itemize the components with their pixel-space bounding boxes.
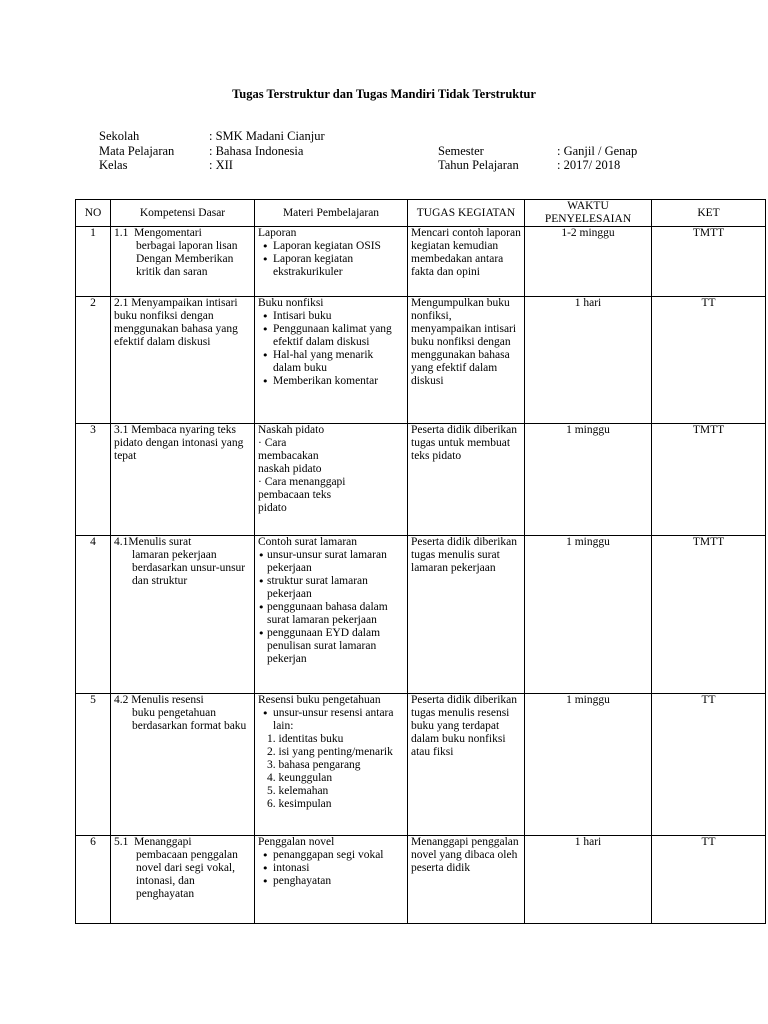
meta-kelas-label: Kelas [99, 158, 128, 172]
cell-no: 4 [76, 536, 111, 694]
materi-list [258, 849, 404, 888]
materi-list [258, 310, 404, 388]
kd-number: 4.2 [114, 694, 132, 706]
table-row [76, 836, 766, 924]
cell-materi [255, 297, 408, 424]
cell-tugas: Menanggapi penggalan novel yang dibaca oleh peserta didik [408, 836, 525, 924]
meta-labels-right [438, 144, 519, 173]
page-title: Tugas Terstruktur dan Tugas Mandiri Tidak Terstruktur [232, 87, 536, 101]
kd-number: 4.1 [114, 536, 129, 548]
kd-number: 1.1 [114, 227, 135, 239]
kd-first-line: Menulis resensi [131, 694, 204, 706]
cell-no: 1 [76, 227, 111, 297]
list-item: 3. bahasa pengarang [267, 759, 361, 771]
cell-kompetensi: 2.1 Menyampaikan intisari buku nonfiksi dengan menggunakan bahasa yang efektif dalam diskusi [111, 297, 255, 424]
cell-no: 3 [76, 424, 111, 536]
cell-ket: TMTT [652, 227, 766, 297]
kd-first-line: Menanggapi [134, 836, 192, 848]
cell-waktu: 1 minggu [525, 424, 652, 536]
list-item: 6. kesimpulan [267, 798, 332, 810]
materi-numbered-list [258, 733, 404, 811]
list-item: • Intisari buku [258, 310, 404, 323]
cell-waktu: 1 hari [525, 297, 652, 424]
cell-no: 6 [76, 836, 111, 924]
materi-list [258, 707, 404, 733]
table-row [76, 536, 766, 694]
list-item: 1. identitas buku [267, 733, 344, 745]
cell-ket: TMTT [652, 424, 766, 536]
materi-line: · Cara menanggapi pembacaan teks pidato [258, 476, 346, 514]
meta-tahun-label: Tahun Pelajaran [438, 158, 519, 172]
kd-first-line: Mengomentari [134, 227, 202, 239]
cell-tugas: Peserta didik diberikan tugas menulis surat lamaran pekerjaan [408, 536, 525, 694]
list-item: • struktur surat lamaran pekerjaan [258, 575, 404, 601]
materi-title: Penggalan novel [258, 836, 335, 848]
materi-line: · Cara membacakan naskah pidato [258, 437, 322, 475]
meta-mapel-label: Mata Pelajaran [99, 143, 175, 158]
materi-title: Resensi buku pengetahuan [258, 694, 381, 706]
cell-materi [255, 424, 408, 536]
cell-waktu: 1-2 minggu [525, 227, 652, 297]
cell-waktu: 1 minggu [525, 694, 652, 836]
header-no: NO [76, 200, 111, 227]
cell-kompetensi [111, 536, 255, 694]
list-item: • penanggapan segi vokal [258, 849, 404, 862]
cell-tugas: Mengumpulkan buku nonfiksi, menyampaikan intisari buku nonfiksi dengan menggunakan bahasa yang efektif dalam diskusi [408, 297, 525, 424]
list-item: • penggunaan bahasa dalam surat lamaran pekerjaan [258, 601, 404, 627]
header-kompetensi-dasar: Kompetensi Dasar [111, 200, 255, 227]
cell-tugas: Peserta didik diberikan tugas menulis resensi buku yang terdapat dalam buku nonfiksi atau fiksi [408, 694, 525, 836]
cell-tugas: Peserta didik diberikan tugas untuk membuat teks pidato [408, 424, 525, 536]
meta-values-left [209, 129, 325, 173]
cell-kompetensi [111, 227, 255, 297]
header-ket: KET [652, 200, 766, 227]
list-item: • Memberikan komentar [258, 375, 404, 388]
list-item: 2. isi yang penting/menarik [267, 746, 393, 758]
meta-kelas-value: : XII [209, 158, 233, 172]
list-item: • unsur-unsur surat lamaran pekerjaan [258, 549, 404, 575]
cell-kompetensi [111, 694, 255, 836]
meta-values-right [557, 144, 637, 173]
cell-materi [255, 836, 408, 924]
kd-rest: berbagai laporan lisan Dengan Memberikan kritik dan saran [136, 240, 238, 278]
cell-materi [255, 536, 408, 694]
meta-semester-value: : Ganjil / Genap [557, 143, 638, 158]
meta-semester-label: Semester [438, 143, 484, 158]
table-row [76, 694, 766, 836]
header-tugas: TUGAS KEGIATAN [408, 200, 525, 227]
cell-materi [255, 694, 408, 836]
header-materi: Materi Pembelajaran [255, 200, 408, 227]
cell-ket: TT [652, 297, 766, 424]
list-item: • Laporan kegiatan OSIS [258, 240, 404, 253]
cell-no: 2 [76, 297, 111, 424]
list-item: • intonasi [258, 862, 404, 875]
list-item: • penggunaan EYD dalam penulisan surat lamaran pekerjan [258, 627, 404, 666]
cell-ket: TMTT [652, 536, 766, 694]
materi-title: Naskah pidato [258, 424, 325, 436]
cell-ket: TT [652, 694, 766, 836]
materi-title: Buku nonfiksi [258, 297, 324, 309]
kd-rest: buku pengetahuan berdasarkan format baku [132, 707, 247, 732]
cell-waktu: 1 minggu [525, 536, 652, 694]
meta-tahun-value: : 2017/ 2018 [557, 158, 621, 172]
kd-rest: lamaran pekerjaan berdasarkan unsur-unsur dan struktur [132, 549, 246, 587]
cell-ket: TT [652, 836, 766, 924]
materi-list [258, 240, 404, 279]
meta-mapel-value: : Bahasa Indonesia [209, 143, 304, 158]
materi-list [258, 549, 404, 666]
table-row [76, 227, 766, 297]
list-item: 4. keunggulan [267, 772, 333, 784]
table-row [76, 424, 766, 536]
kd-rest: pembacaan penggalan novel dari segi vokal, intonasi, dan penghayatan [136, 849, 238, 900]
assignment-table [75, 199, 766, 924]
materi-title: Contoh surat lamaran [258, 536, 358, 548]
cell-waktu: 1 hari [525, 836, 652, 924]
list-item: • penghayatan [258, 875, 404, 888]
list-item: • Hal-hal yang menarik dalam buku [258, 349, 404, 375]
cell-materi [255, 227, 408, 297]
list-item: 5. kelemahan [267, 785, 329, 797]
materi-title: Laporan [258, 227, 297, 239]
list-item: • Penggunaan kalimat yang efektif dalam diskusi [258, 323, 404, 349]
meta-labels-left [99, 129, 174, 173]
table-row [76, 297, 766, 424]
cell-kompetensi: 3.1 Membaca nyaring teks pidato dengan intonasi yang tepat [111, 424, 255, 536]
meta-sekolah-label: Sekolah [99, 129, 140, 143]
cell-tugas: Mencari contoh laporan kegiatan kemudian membedakan antara fakta dan opini [408, 227, 525, 297]
cell-kompetensi [111, 836, 255, 924]
header-waktu: WAKTU PENYELESAIAN [525, 200, 652, 227]
kd-first-line: Menulis surat [128, 536, 192, 548]
list-item: • Laporan kegiatan ekstrakurikuler [258, 253, 404, 279]
cell-no: 5 [76, 694, 111, 836]
table-header-row [76, 200, 766, 227]
list-item: • unsur-unsur resensi antara lain: [258, 707, 404, 733]
meta-sekolah-value: : SMK Madani Cianjur [209, 129, 325, 143]
kd-number: 5.1 [114, 836, 135, 848]
